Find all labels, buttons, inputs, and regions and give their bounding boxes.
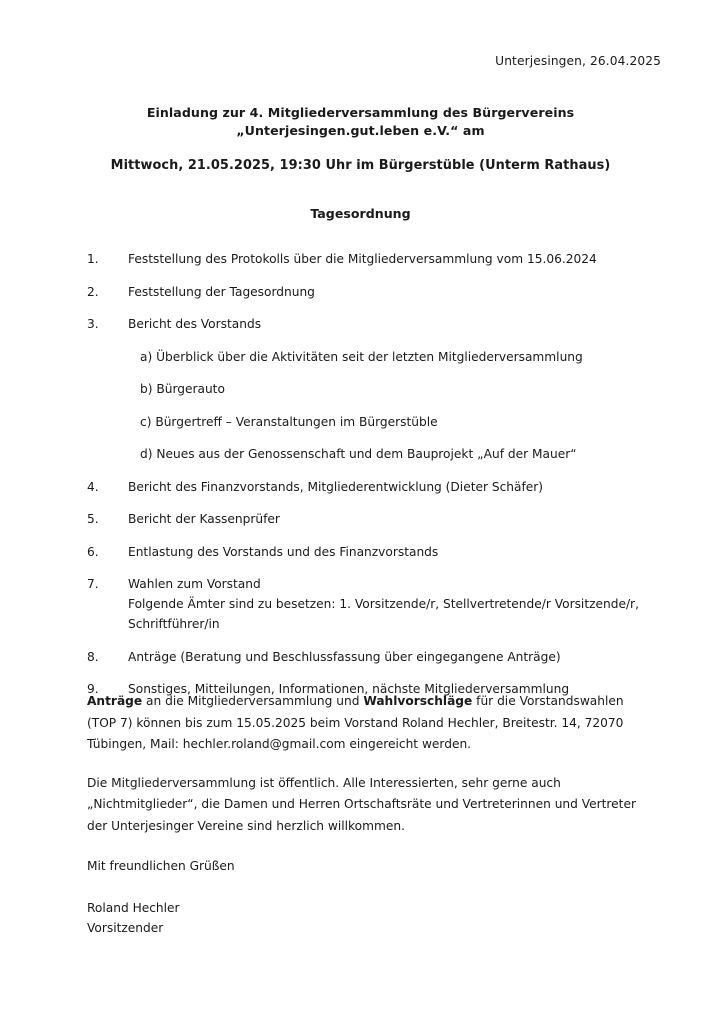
motions-bold-antraege: Anträge [87, 694, 143, 708]
agenda-list [87, 249, 661, 712]
title-line-2: „Unterjesingen.gut.leben e.V.“ am [236, 123, 485, 138]
title-meeting-datetime: Mittwoch, 21.05.2025, 19:30 Uhr im Bürgerstüble (Unterm Rathaus) [110, 158, 611, 173]
agenda-item-text: Anträge (Beratung und Beschlussfassung über eingegangene Anträge) [128, 649, 561, 664]
title-line-1: Einladung zur 4. Mitgliederversammlung des Bürgervereins [146, 105, 575, 120]
agenda-sub-item-d: d) Neues aus der Genossenschaft und dem Bauprojekt „Auf der Mauer“ [140, 447, 577, 461]
motions-bold-wahlvorschlaege: Wahlvorschläge [363, 694, 473, 708]
motions-mid-text: an die Mitgliederversammlung und [142, 694, 364, 708]
agenda-sub-item-c: c) Bürgertreff – Veranstaltungen im Bürgerstüble [140, 414, 438, 429]
agenda-item [87, 574, 661, 634]
closing-paragraphs [87, 691, 640, 837]
agenda-item-number: 4. [87, 479, 99, 494]
agenda-item [87, 542, 661, 562]
agenda-item-continuation: Folgende Ämter sind zu besetzen: 1. Vorsitzende/r, Stellvertretende/r Vorsitzende/r, Schriftführer/in [128, 597, 639, 631]
agenda-item-number: 5. [87, 512, 99, 526]
agenda-item-text: Sonstiges, Mitteilungen, Informationen, nächste Mitgliederversammlung [128, 682, 570, 696]
agenda-item [87, 509, 661, 529]
agenda-item [87, 477, 661, 497]
agenda-item-text: Wahlen zum Vorstand [128, 577, 261, 591]
agenda-item-text: Feststellung der Tagesordnung [128, 284, 315, 299]
closing-paragraph-public: Die Mitgliederversammlung ist öffentlich. Alle Interessierten, sehr gerne auch „Nichtmitglieder“, die Damen und Herren Ortschaftsräte und Vertreterinnen und Vertreter der Unterjesinger Vereine sind herzlich willkommen. [87, 775, 636, 833]
agenda-item-number: 9. [87, 682, 99, 696]
signature-block [87, 856, 640, 938]
agenda-item-number: 2. [87, 284, 99, 299]
agenda-item [87, 249, 661, 269]
agenda-item-number: 7. [87, 577, 99, 591]
agenda-item [87, 282, 661, 302]
signature-name: Roland Hechler [87, 901, 180, 915]
place-and-date: Unterjesingen, 26.04.2025 [495, 54, 661, 68]
agenda-item-text: Feststellung des Protokolls über die Mitgliederversammlung vom 15.06.2024 [128, 252, 597, 266]
signature-greeting: Mit freundlichen Grüßen [87, 859, 235, 873]
agenda-sub-item-b: b) Bürgerauto [140, 382, 225, 396]
closing-paragraph-motions [87, 691, 640, 756]
document-title-block [60, 104, 661, 175]
agenda-item-number: 1. [87, 252, 99, 266]
agenda-item-number: 3. [87, 317, 99, 331]
agenda-sub-item-a: a) Überblick über die Aktivitäten seit der letzten Mitgliederversammlung [140, 349, 583, 364]
signature-role: Vorsitzender [87, 921, 164, 935]
agenda-item [87, 314, 661, 334]
agenda-item-number: 8. [87, 649, 99, 664]
agenda-item-text: Bericht des Finanzvorstands, Mitgliederentwicklung (Dieter Schäfer) [128, 479, 544, 494]
agenda-item-number: 6. [87, 544, 99, 559]
agenda-item-text: Entlastung des Vorstands und des Finanzvorstands [128, 544, 439, 559]
agenda-item-text-group [128, 574, 661, 634]
agenda-item [87, 647, 661, 667]
motions-rest-text: für die Vorstandswahlen (TOP 7) können bis zum 15.05.2025 beim Vorstand Roland Hechler, Breitestr. 14, 72070 Tübingen, Mail: hechler.roland@gmail.com eingereicht werden. [87, 694, 624, 751]
agenda-item-text: Bericht der Kassenprüfer [128, 512, 280, 526]
agenda-heading: Tagesordnung [310, 206, 411, 221]
agenda-item-text: Bericht des Vorstands [128, 317, 262, 331]
